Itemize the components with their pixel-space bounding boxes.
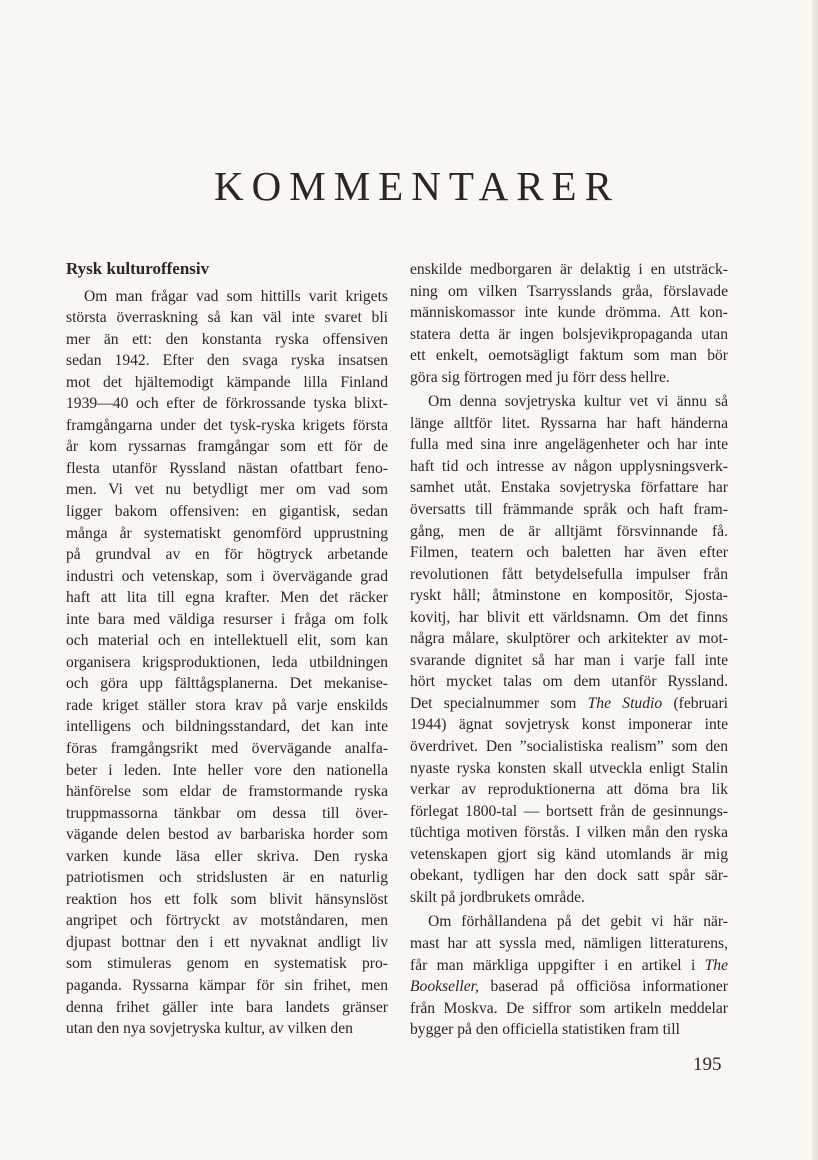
text-line: kovitj, har blivit ett världsnamn. Om det finns [410,608,728,626]
text-line: industri och vetenskap, som i övervägande grad [66,567,388,585]
text-line: år kom ryssarnas framgångar som ett för de [66,438,388,456]
text-line: statera detta är ingen bolsjevikpropaganda utan [410,325,728,343]
text-line: Om förhållandena på det gebit vi här när- [428,913,728,931]
paragraph [410,911,728,1040]
page-number: 195 [693,1054,722,1075]
text-line: människomassor inte kunde drömma. Att kon- [410,304,728,322]
text-line: varken kunde läsa eller skriva. Den ryska [66,847,388,865]
section-heading: Rysk kulturoffensiv [66,259,210,278]
page-title: KOMMENTARER [214,163,620,209]
text-line: några målare, skulptörer och arkitekter av mot- [410,630,728,648]
right-column [410,259,728,1044]
text-line: hört mycket talas om dem utanför Ryssland. [410,673,728,691]
text-line: ett enkelt, oemotsägligt faktum som man bör [410,347,728,365]
text-line: haft att lita till egna krafter. Men det räcker [66,589,388,607]
text-line: revolutionen fått betydelsefulla impulser från [410,565,728,583]
text-line: 1939—40 och efter de förkrossande tyska blixt- [66,395,388,413]
text-line: Det specialnummer som The Studio (februari [410,694,728,712]
text-line: fulla med sina inre angelägenheter och har inte [410,436,728,454]
text-line: Filmen, teatern och baletten har även efter [410,544,728,562]
paragraph [410,391,728,908]
text-line: mot det hjältemodigt kämpande lilla Finland [66,373,388,391]
text-line: tüchtiga motiven förstås. I vilken mån den ryska [410,824,728,842]
text-line: sedan 1942. Efter den svaga ryska insatsen [66,352,388,370]
text-line: truppmassorna tänkbar om dessa till över- [66,804,388,822]
text-line: skilt på jordbrukets område. [410,888,585,906]
text-line: intelligens och bildningsstandard, det kan inte [66,718,388,736]
text-line: största överraskning så kan väl inte svaret bli [66,309,388,327]
text-line: vägande delen bestod av barbariska horder som [66,826,388,844]
text-line: patriotismen och stridslusten är en naturlig [66,869,388,887]
text-line: överdrivet. Den ”socialistiska realism” som den [410,738,728,756]
text-line: från Moskva. De siffror som artikeln meddelar [410,999,728,1017]
text-line: inte bara med väldiga resurser i fråga om folk [66,610,388,628]
text-line: nyaste ryska konsten skall utveckla enligt Stalin [410,759,728,777]
text-line: angripet och förtryckt av motståndaren, men [66,912,388,930]
text-line: mer än ett: den konstanta ryska offensiven [66,330,388,348]
text-line: flesta utanför Ryssland nästan ofattbart feno- [66,459,388,477]
text-line: men. Vi vet nu betydligt mer om vad som [66,481,388,499]
text-line: framgångarna under det tysk-ryska krigets första [66,416,388,434]
text-line: och göra upp fälttågsplanerna. Det mekanise- [66,675,388,693]
text-line: Bookseller, baserad på officiösa informationer [410,978,728,996]
text-line: djupast bottnar den i ett nyvaknat andligt liv [66,933,388,951]
text-line: paganda. Ryssarna kämpar för sin frihet, men [66,977,388,994]
text-line: göra sig förtrogen med ju förr dess hellre. [410,368,670,386]
text-line: mast har att syssla med, nämligen litteraturens, [410,934,728,952]
text-line: ning om vilken Tsarrysslands gråa, förslavade [410,282,728,300]
text-line: föras framgångsrikt med övervägande analfa- [66,739,388,757]
text-line: reaktion hos ett folk som blivit hänsynslöst [66,890,388,908]
text-line: svarande dignitet så har man i varje fall inte [410,651,728,669]
italic-title: The Studio [587,694,663,712]
text-line: utan den nya sovjetryska kultur, av vilken den [66,1020,353,1038]
text-line: översatts till främmande språk och haft fram- [410,501,728,519]
text-line: haft tid och intresse av någon upplysningsverk- [410,457,728,475]
text-line: denna frihet gäller inte bara landets gränser [66,998,388,1016]
text-line: och material och en intellektuell elit, som kan [66,632,388,650]
text-line: enskilde medborgaren är delaktig i en utsträck- [410,261,728,278]
text-line: beter i leden. Inte heller vore den nationella [66,761,388,779]
text-line: vetenskapen gjort sig känd utomlands är mig [410,845,728,863]
text-line: bygger på den officiella statistiken fram till [410,1021,680,1039]
left-paragraphs [66,286,388,1040]
text-line: obekant, tydligen har den dock satt spår sär- [410,867,728,885]
text-line: många år systematiskt genomförd upprustning [66,524,388,542]
text-line: ligger bakom offensiven: en gigantisk, sedan [66,502,388,520]
text-line: som stimuleras genom en systematisk pro- [66,955,388,973]
text-line: förlegat 1800-tal — bortsett från de gesinnungs- [410,802,728,820]
paragraph [66,286,388,1040]
text-line: verkar av reproduktionerna att döma bra lik [410,781,728,799]
text-line: får man märkliga uppgifter i en artikel i The [410,956,728,974]
text-line: hänförelse som eldar de framstormande ryska [66,783,388,801]
paragraph [410,259,728,388]
italic-title: Bookseller, [410,978,479,996]
text-line: rade kriget ställer stora krav på varje enskilds [66,696,388,714]
text-line: Om denna sovjetryska kultur vet vi ännu så [428,393,728,411]
text-line: Om man frågar vad som hittills varit krigets [84,287,388,305]
italic-title: The [704,956,728,974]
right-paragraphs [410,259,728,1041]
text-line: på grundval av en för högtryck arbetande [66,546,388,564]
text-line: gång, men de är alltjämt försvinnande få. [410,522,728,540]
text-line: ryskt håll; åtminstone en kompositör, Sjosta- [410,587,728,605]
text-line: länge alltför litet. Ryssarna har haft händerna [410,414,728,432]
text-line: organisera krigsproduktionen, leda utbildningen [66,653,388,671]
text-line: 1944) ägnat sovjetrysk konst imponerar inte [410,716,728,734]
left-column [66,258,388,1043]
text-line: samhet utåt. Enstaka sovjetryska författare har [410,479,728,497]
